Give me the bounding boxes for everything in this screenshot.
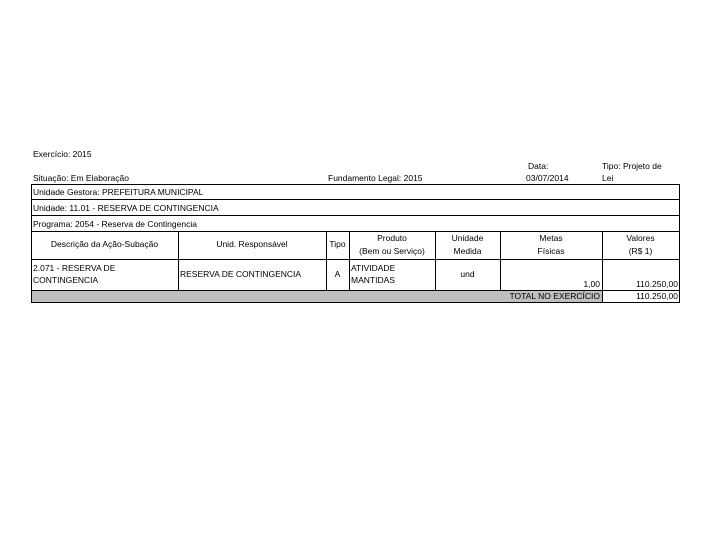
item-descricao: 2.071 - RESERVA DE [33, 263, 116, 273]
header-metas-sub: Físicas [537, 246, 565, 256]
item-tipo: A [334, 269, 341, 279]
total-label: TOTAL NO EXERCÍCIO [509, 291, 600, 301]
header-produto-sub: (Bem ou Serviço) [359, 246, 425, 256]
exercicio-label: Exercício: 2015 [33, 149, 92, 159]
item-produto: ATIVIDADE [351, 263, 396, 273]
header-unidade: Unidade [451, 233, 484, 243]
header-metas: Metas [539, 233, 563, 243]
item-metas-fisicas: 1,00 [583, 279, 600, 289]
header-unid-responsavel: Unid. Responsável [216, 239, 288, 249]
data-value: 03/07/2014 [526, 173, 569, 183]
table-border-right [679, 184, 680, 303]
header-produto: Produto [377, 233, 407, 243]
header-valores-sub: (R$ 1) [628, 246, 653, 256]
item-unidade-medida: und [460, 269, 475, 279]
header-tipo: Tipo [329, 239, 346, 249]
tipo-documento-value: Lei [602, 173, 614, 183]
fundamento-legal-label: Fundamento Legal: 2015 [328, 173, 423, 183]
total-value: 110.250,00 [636, 291, 678, 301]
item-descricao-cont: CONTINGENCIA [33, 275, 99, 285]
item-produto-cont: MANTIDAS [351, 275, 395, 285]
row-divider [31, 199, 679, 200]
row-divider [31, 231, 679, 232]
programa-row: Programa: 2054 - Reserva de Contingencia [33, 219, 197, 229]
row-divider [31, 259, 679, 260]
header-unidade-sub: Medida [453, 246, 482, 256]
unidade-row: Unidade: 11.01 - RESERVA DE CONTINGENCIA [33, 203, 219, 213]
tipo-documento-label: Tipo: Projeto de [602, 161, 662, 171]
header-descricao: Descrição da Ação-Subação [50, 239, 159, 249]
header-valores: Valores [626, 233, 655, 243]
item-valores: 110.250,00 [636, 279, 678, 289]
item-unid-responsavel: RESERVA DE CONTINGENCIA [180, 269, 302, 279]
unidade-gestora-row: Unidade Gestora: PREFEITURA MUNICIPAL [33, 187, 204, 197]
data-label: Data: [528, 161, 549, 171]
row-divider [31, 215, 679, 216]
situacao-label: Situação: Em Elaboração [33, 173, 129, 183]
table-border-top [31, 184, 679, 185]
table-border-bottom [31, 302, 679, 303]
